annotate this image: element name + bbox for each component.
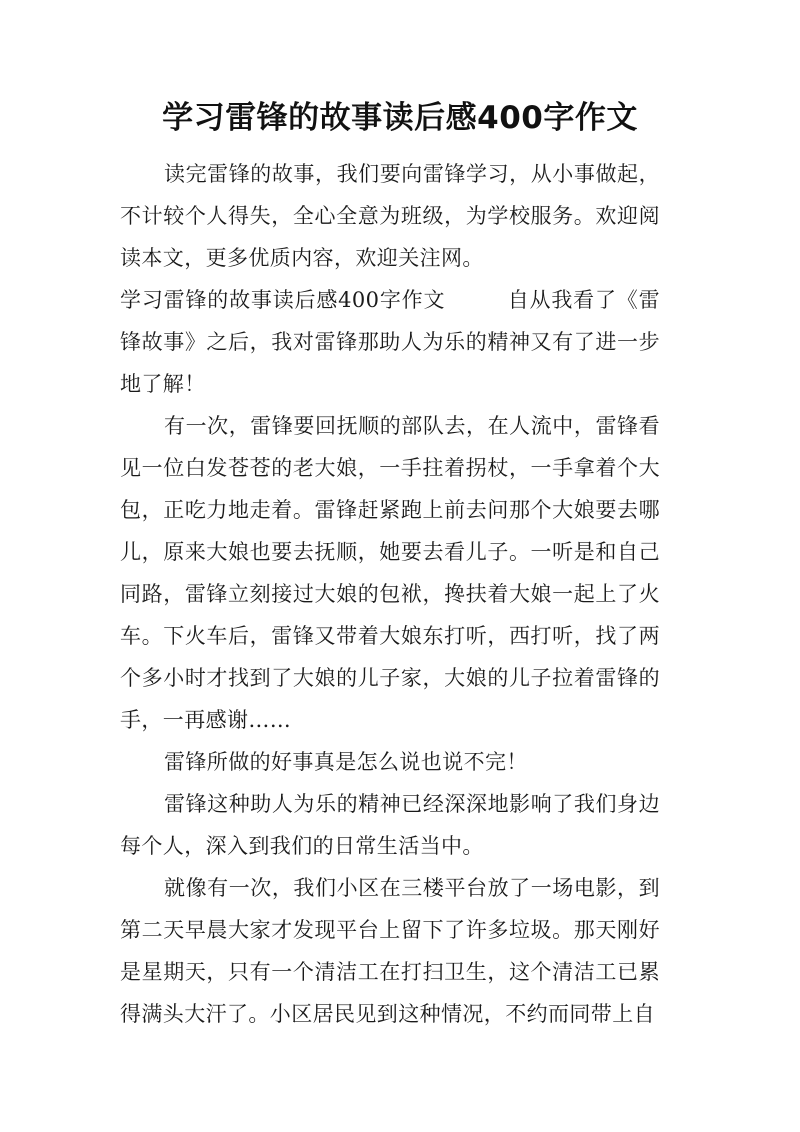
paragraph-influence: 雷锋这种助人为乐的精神已经深深地影响了我们身边每个人，深入到我们的日常生活当中。 — [120, 792, 660, 858]
paragraph-text: 自从我看了《雷锋故事》之后，我对雷锋那助人为乐的精神又有了进一步地了解！ — [120, 288, 660, 396]
paragraph-story: 有一次，雷锋要回抚顺的部队去，在人流中，雷锋看见一位白发苍苍的老大娘，一手拄着拐杖，一手拿着个大包，正吃力地走着。雷锋赶紧跑上前去问那个大娘要去哪儿，原来大娘也要去抚顺，她要去看儿子。一听是和自己同路，雷锋立刻接过大娘的包袱，搀扶着大娘一起上了火车。下火车后，雷锋又带着大娘东打听，西打听，找了两个多小时才找到了大娘的儿子家，大娘的儿子拉着雷锋的手，一再感谢…… — [120, 414, 660, 732]
paragraph-subheading — [120, 279, 660, 405]
paragraph-intro: 读完雷锋的故事，我们要向雷锋学习，从小事做起，不计较个人得失，全心全意为班级，为学校服务。欢迎阅读本文，更多优质内容，欢迎关注网。 — [120, 162, 660, 270]
paragraph-good-deeds: 雷锋所做的好事真是怎么说也说不完！ — [164, 750, 528, 774]
document-title: 学习雷锋的故事读后感400字作文 — [162, 100, 638, 136]
paragraph-example: 就像有一次，我们小区在三楼平台放了一场电影，到第二天早晨大家才发现平台上留下了许多垃圾。那天刚好是星期天，只有一个清洁工在打扫卫生，这个清洁工已累得满头大汗了。小区居民见到这种情况，不约而同带上自 — [120, 876, 660, 1026]
inline-heading: 学习雷锋的故事读后感400字作文 — [120, 288, 446, 312]
document-body — [120, 153, 660, 1035]
